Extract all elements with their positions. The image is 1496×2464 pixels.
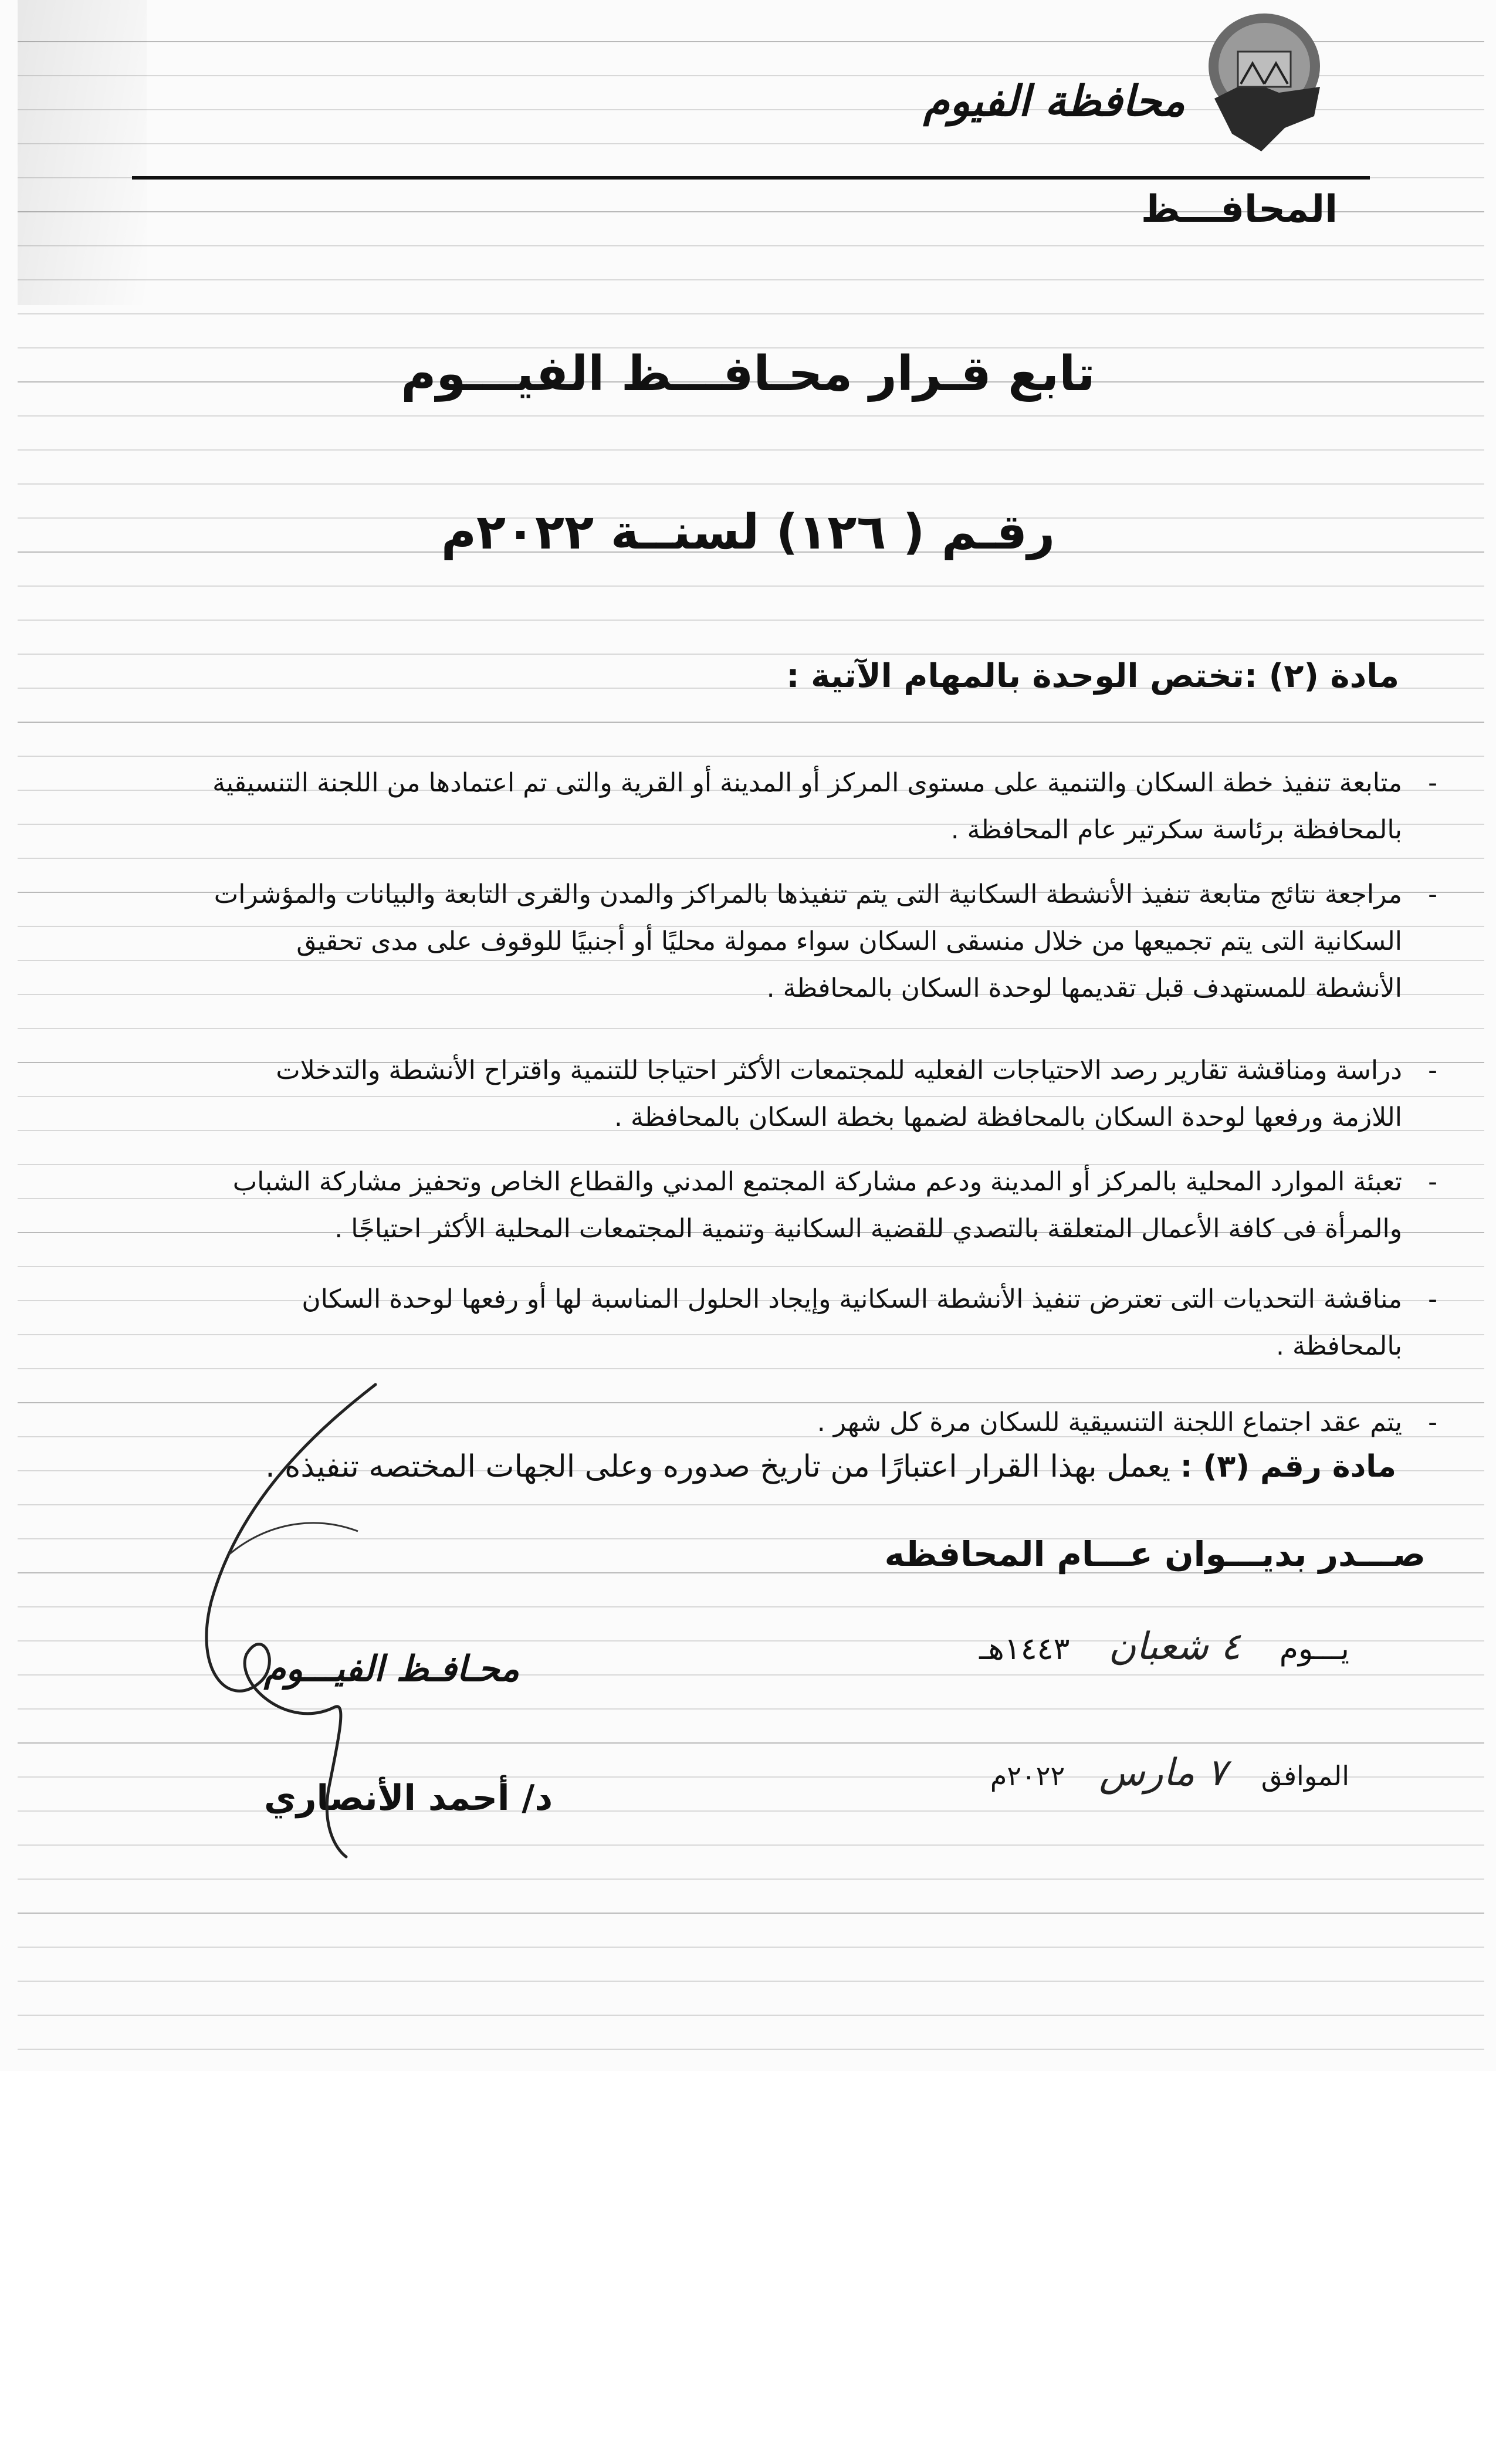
scan-shadow bbox=[18, 0, 147, 305]
task-item-line: دراسة ومناقشة تقارير رصد الاحتياجات الفعليه للمجتمعات الأكثر احتياجا للتنمية واقتراح الأنشطة والتدخلات bbox=[276, 1055, 1402, 1085]
task-item-line: اللازمة ورفعها لوحدة السكان بالمحافظة لضمها بخطة السكان بالمحافظة . bbox=[614, 1102, 1402, 1132]
ruled-line bbox=[18, 1028, 1484, 1029]
task-item-line: متابعة تنفيذ خطة السكان والتنمية على مستوى المركز أو المدينة أو القرية والتى تم اعتمادها من اللجنة التنسيقية bbox=[212, 768, 1402, 798]
header-divider bbox=[132, 176, 1370, 180]
task-item bbox=[100, 871, 1437, 1012]
ruled-line bbox=[18, 722, 1484, 723]
bullet-dash: - bbox=[1428, 768, 1437, 798]
governorate-name: محافظة الفيوم bbox=[923, 76, 1185, 126]
day-handwritten: ٤ شعبان bbox=[1108, 1625, 1241, 1668]
task-item bbox=[100, 1047, 1437, 1141]
task-item-line: مراجعة نتائج متابعة تنفيذ الأنشطة السكانية التى يتم تنفيذها بالمراكز والمدن والقرى التابعة والبيانات والمؤشرات bbox=[214, 879, 1402, 909]
task-item-line: السكانية التى يتم تجميعها من خلال منسقى السكان سواء ممولة محليًا أو أجنبيًا للوقوف على مدى تحقيق bbox=[296, 926, 1402, 956]
gregorian-year: ٢٠٢٢م bbox=[990, 1760, 1065, 1792]
ruled-line bbox=[18, 654, 1484, 655]
gregorian-handwritten: ٧ مارس bbox=[1099, 1751, 1227, 1795]
ruled-line bbox=[18, 756, 1484, 757]
hijri-date-row bbox=[979, 1625, 1349, 1668]
article-3-text: يعمل بهذا القرار اعتبارًا من تاريخ صدوره وعلى الجهات المختصه تنفيذه . bbox=[265, 1449, 1171, 1484]
bullet-dash: - bbox=[1428, 1055, 1437, 1085]
article-3-label: مادة رقم (٣) : bbox=[1180, 1449, 1396, 1484]
decision-title: تابع قـرار محـافـــظ الفيـــوم bbox=[401, 346, 1095, 402]
task-item bbox=[100, 1276, 1437, 1370]
governorate-logo bbox=[1197, 11, 1332, 157]
bullet-dash: - bbox=[1428, 879, 1437, 909]
signatory-name: د/ أحمد الأنصاري bbox=[264, 1778, 553, 1819]
corresponding-label: الموافق bbox=[1261, 1760, 1349, 1792]
bullet-dash: - bbox=[1428, 1284, 1437, 1314]
task-item-line: مناقشة التحديات التى تعترض تنفيذ الأنشطة السكانية وإيجاد الحلول المناسبة لها أو رفعها لوحدة السكان bbox=[302, 1284, 1402, 1314]
signature bbox=[194, 1379, 487, 1860]
article-2-heading: مادة (٢) :تختص الوحدة بالمهام الآتية : bbox=[786, 657, 1399, 695]
ruled-line bbox=[18, 415, 1484, 417]
day-label: يـــوم bbox=[1279, 1632, 1349, 1667]
task-item-line: تعبئة الموارد المحلية بالمركز أو المدينة ودعم مشاركة المجتمع المدني والقطاع الخاص وتحفيز مشاركة الشباب bbox=[232, 1167, 1402, 1197]
ruled-line bbox=[18, 1879, 1484, 1880]
task-item bbox=[100, 1159, 1437, 1253]
ruled-line bbox=[18, 858, 1484, 859]
ruled-line bbox=[18, 449, 1484, 451]
bullet-dash: - bbox=[1428, 1167, 1437, 1197]
bullet-dash: - bbox=[1428, 1407, 1437, 1437]
ruled-line bbox=[18, 313, 1484, 314]
task-item-line: يتم عقد اجتماع اللجنة التنسيقية للسكان مرة كل شهر . bbox=[817, 1407, 1402, 1437]
governor-office-label: المحافـــظ bbox=[1140, 188, 1338, 231]
ruled-line bbox=[18, 2049, 1484, 2050]
ruled-line bbox=[18, 1266, 1484, 1267]
task-item-line: بالمحافظة برئاسة سكرتير عام المحافظة . bbox=[950, 815, 1402, 845]
gregorian-date-row bbox=[990, 1751, 1349, 1795]
ruled-line bbox=[18, 620, 1484, 621]
issued-at: صـــدر بديـــوان عـــام المحافظه bbox=[884, 1534, 1426, 1574]
decision-number: رقـم ( ١٢٦) لسنــة ٢٠٢٢م bbox=[441, 505, 1055, 560]
ruled-line bbox=[18, 1947, 1484, 1948]
ruled-line bbox=[18, 1981, 1484, 1982]
signatory-title: محـافـظ الفيـــوم bbox=[264, 1649, 520, 1690]
hijri-year: ١٤٤٣هـ bbox=[979, 1632, 1070, 1667]
ruled-line bbox=[18, 245, 1484, 246]
task-item-line: والمرأة فى كافة الأعمال المتعلقة بالتصدي للقضية السكانية وتنمية المجتمعات المحلية الأكثر احتياجًا . bbox=[334, 1214, 1402, 1244]
task-item bbox=[100, 760, 1437, 854]
task-item-line: الأنشطة للمستهدف قبل تقديمها لوحدة السكان بالمحافظة . bbox=[766, 973, 1402, 1003]
ruled-line bbox=[18, 585, 1484, 587]
task-item-line: بالمحافظة . bbox=[1276, 1331, 1402, 1361]
ruled-line bbox=[18, 2015, 1484, 2016]
ruled-line bbox=[18, 279, 1484, 280]
ruled-line bbox=[18, 1913, 1484, 1914]
ruled-line bbox=[18, 483, 1484, 485]
